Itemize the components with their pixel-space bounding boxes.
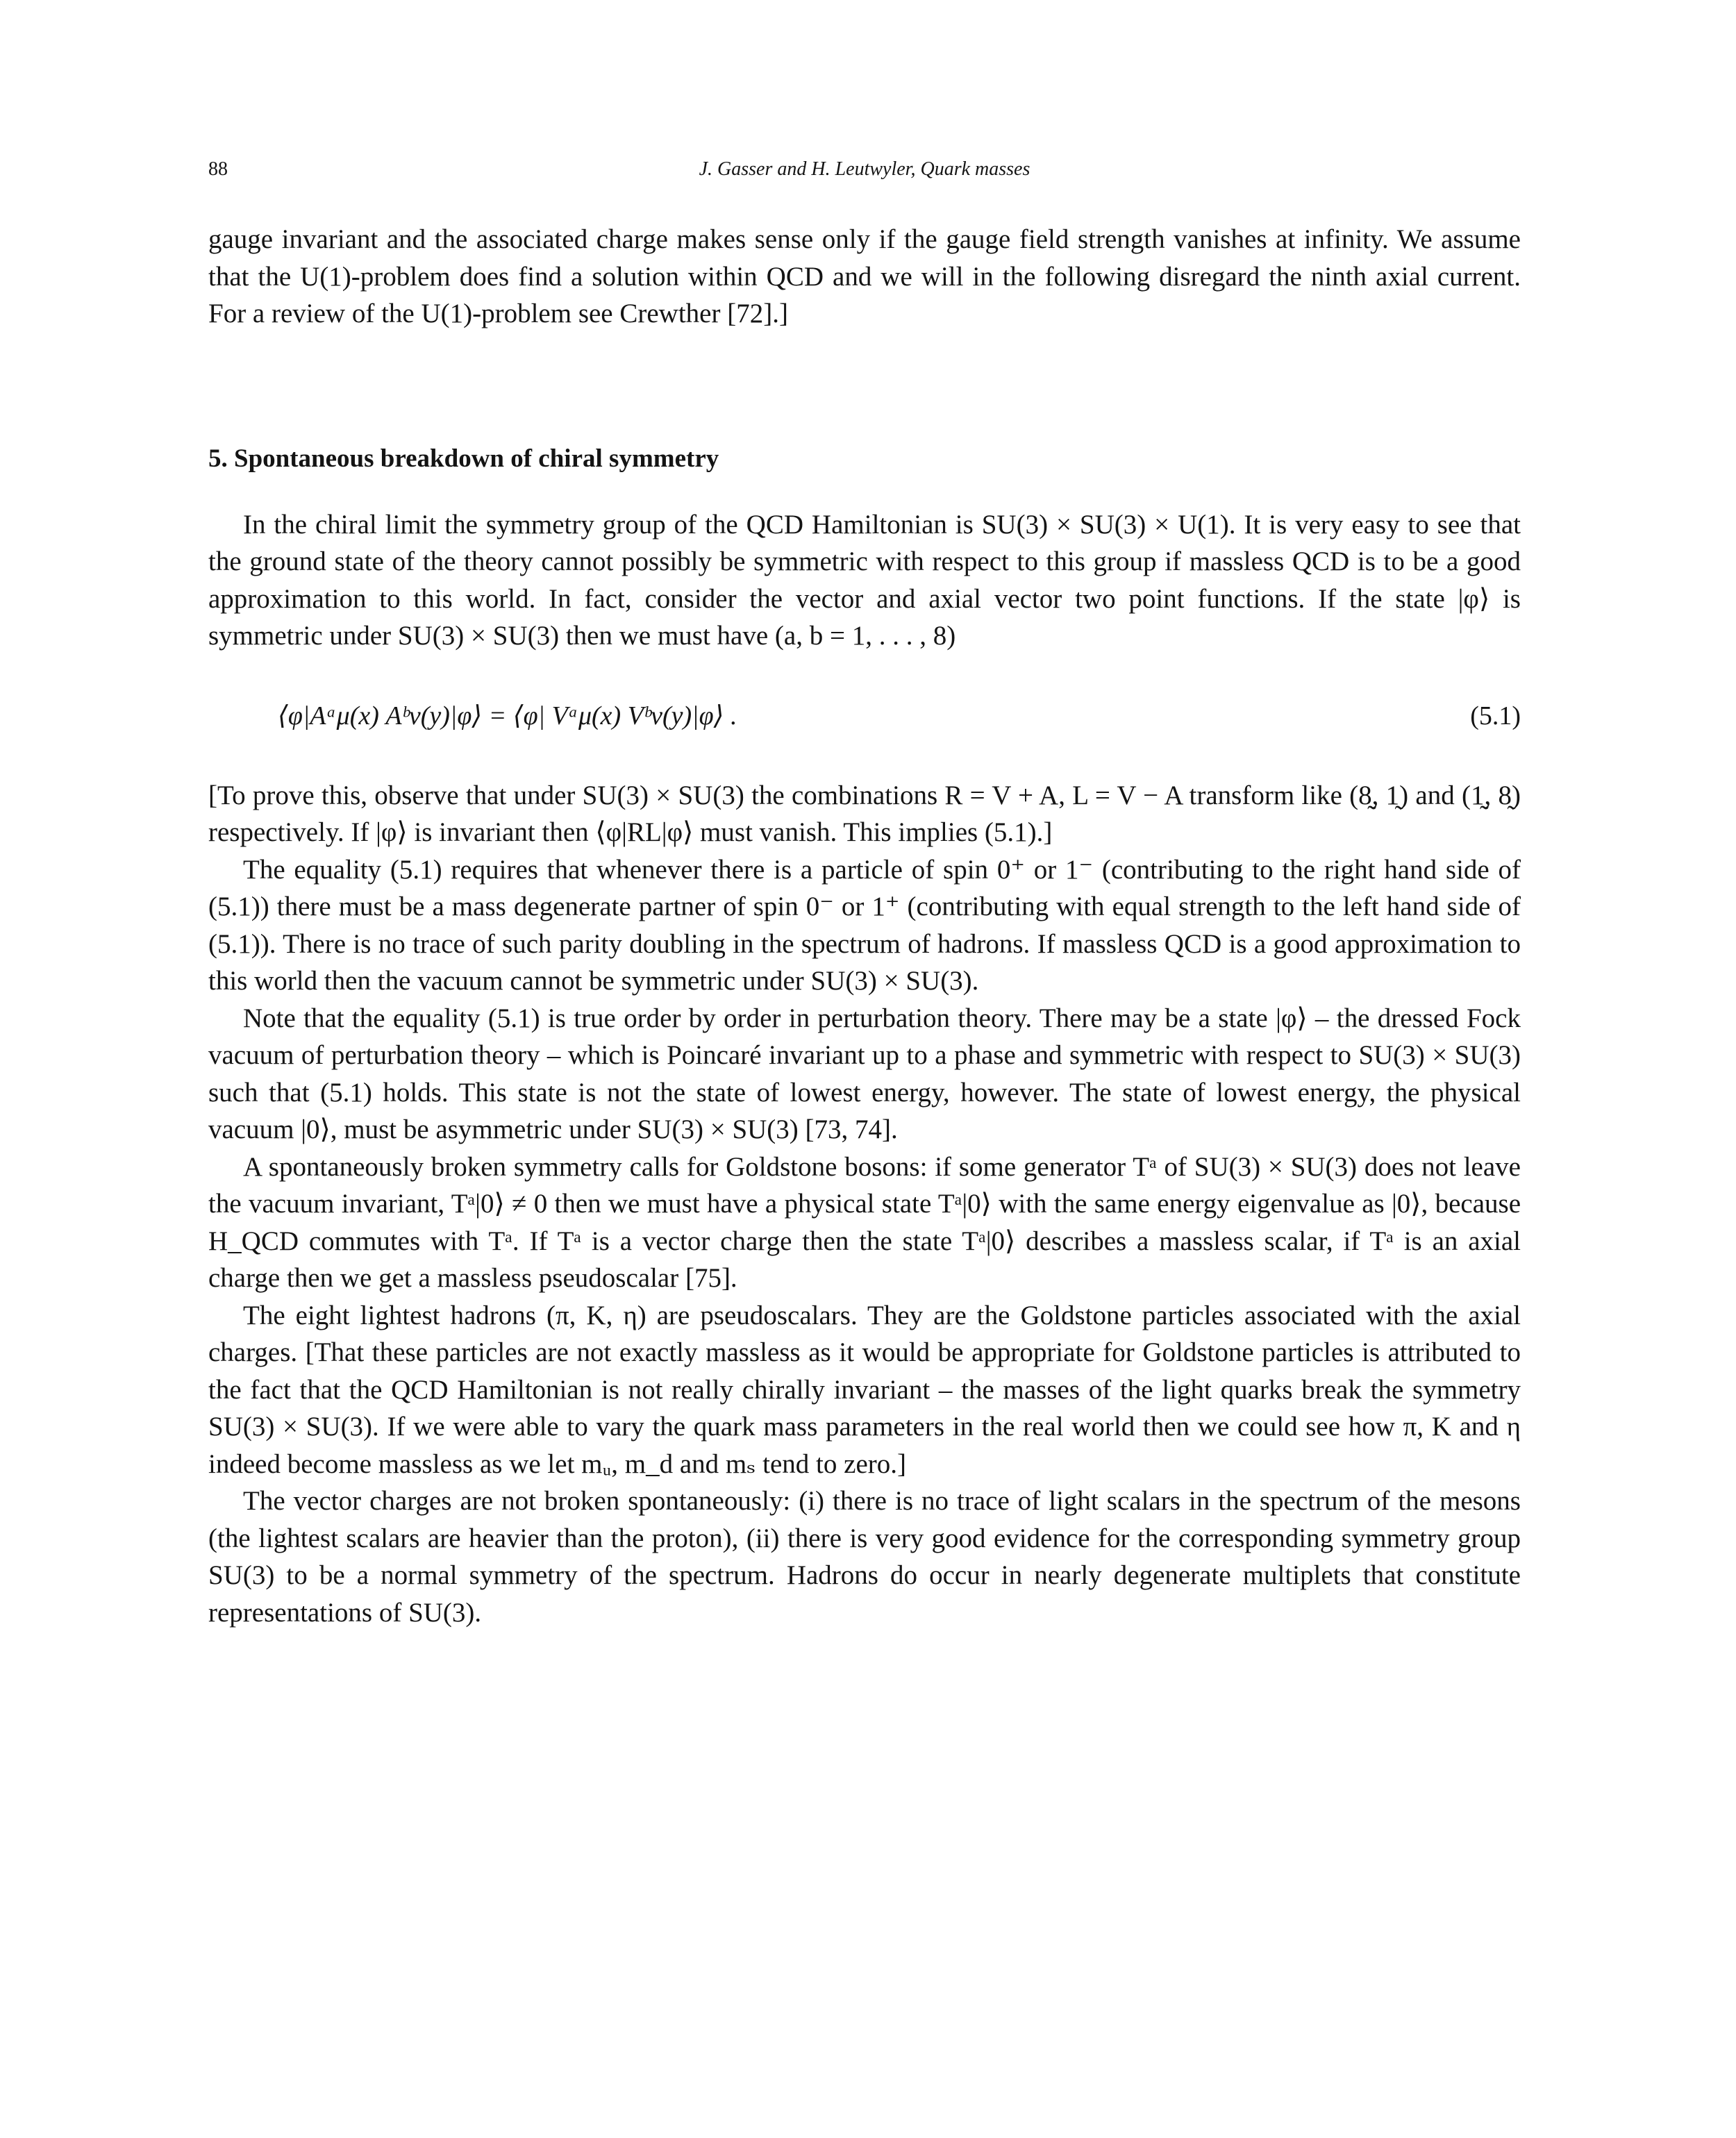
journal-page xyxy=(208,146,1521,1631)
equation-5-1 xyxy=(208,696,1521,735)
running-head: J. Gasser and H. Leutwyler, Quark masses xyxy=(699,158,1030,180)
page-header xyxy=(208,146,1521,187)
paragraph-pseudoscalars: The eight lightest hadrons (π, K, η) are pseudoscalars. They are the Goldstone particles associated with the axial charges. [That these particles are not exactly massless as it would be appropriate for Goldstone particles is attributed to the fact that the QCD Hamiltonian is not really chirally invariant – the masses of the light quarks break the symmetry SU(3) × SU(3). If we were able to vary the quark mass parameters in the real world then we could see how π, K and η indeed become massless as we let mᵤ, m_d and mₛ tend to zero.] xyxy=(208,1300,1521,1479)
paragraph-vector-charges: The vector charges are not broken spontaneously: (i) there is no trace of light scalars in the spectrum of the mesons (the lightest scalars are heavier than the proton), (ii) there is very good evidence for the corresponding symmetry group SU(3) to be a normal symmetry of the spectrum. Hadrons do occur in nearly degenerate multiplets that constitute representations of SU(3). xyxy=(208,1486,1521,1628)
page-number: 88 xyxy=(208,158,228,180)
paragraph-goldstone-bosons: A spontaneously broken symmetry calls for Goldstone bosons: if some generator Tᵃ of SU(3) × SU(3) does not leave the vacuum invariant, Tᵃ|0⟩ ≠ 0 then we must have a physical state Tᵃ|0⟩ with the same energy eigenvalue as |0⟩, because H_QCD commutes with Tᵃ. If Tᵃ is a vector charge then the state Tᵃ|0⟩ describes a massless scalar, if Tᵃ is an axial charge then we get a massless pseudoscalar [75]. xyxy=(208,1151,1521,1293)
equation-number: (5.1) xyxy=(1470,701,1521,730)
paragraph-chiral-limit: In the chiral limit the symmetry group of the QCD Hamiltonian is SU(3) × SU(3) × U(1). It is very easy to see that the ground state of the theory cannot possibly be symmetric with respect to this group if massless QCD is to be a good approximation to this world. In fact, consider the vector and axial vector two point functions. If the state |φ⟩ is symmetric under SU(3) × SU(3) then we must have (a, b = 1, . . . , 8) xyxy=(208,509,1521,651)
section-heading: 5. Spontaneous breakdown of chiral symmetry xyxy=(208,444,719,473)
equation-body: ⟨φ|Aᵃμ(x) Aᵇν(y)|φ⟩ = ⟨φ| Vᵃμ(x) Vᵇν(y)|φ⟩ . xyxy=(278,701,737,730)
paragraph-parity-doubling: The equality (5.1) requires that whenever there is a particle of spin 0⁺ or 1⁻ (contributing to the right hand side of (5.1)) there must be a mass degenerate partner of spin 0⁻ or 1⁺ (contributing with equal strength to the left hand side of (5.1)). There is no trace of such parity doubling in the spectrum of hadrons. If massless QCD is a good approximation to this world then the vacuum cannot be symmetric under SU(3) × SU(3). xyxy=(208,854,1521,996)
paragraph-proof: [To prove this, observe that under SU(3) × SU(3) the combinations R = V + A, L = V − A transform like (8̰, 1̰) and (1̰, 8̰) respectively. If |φ⟩ is invariant then ⟨φ|RL|φ⟩ must vanish. This implies (5.1).] xyxy=(208,780,1521,847)
paragraph-perturbation-theory: Note that the equality (5.1) is true order by order in perturbation theory. There may be a state |φ⟩ – the dressed Fock vacuum of perturbation theory – which is Poincaré invariant up to a phase and symmetric with respect to SU(3) × SU(3) such that (5.1) holds. This state is not the state of lowest energy, however. The state of lowest energy, the physical vacuum |0⟩, must be asymmetric under SU(3) × SU(3) [73, 74]. xyxy=(208,1003,1521,1144)
intro-paragraph: gauge invariant and the associated charge makes sense only if the gauge field strength vanishes at infinity. We assume that the U(1)-problem does find a solution within QCD and we will in the following disregard the ninth axial current. For a review of the U(1)-problem see Crewther [72].] xyxy=(208,224,1521,328)
